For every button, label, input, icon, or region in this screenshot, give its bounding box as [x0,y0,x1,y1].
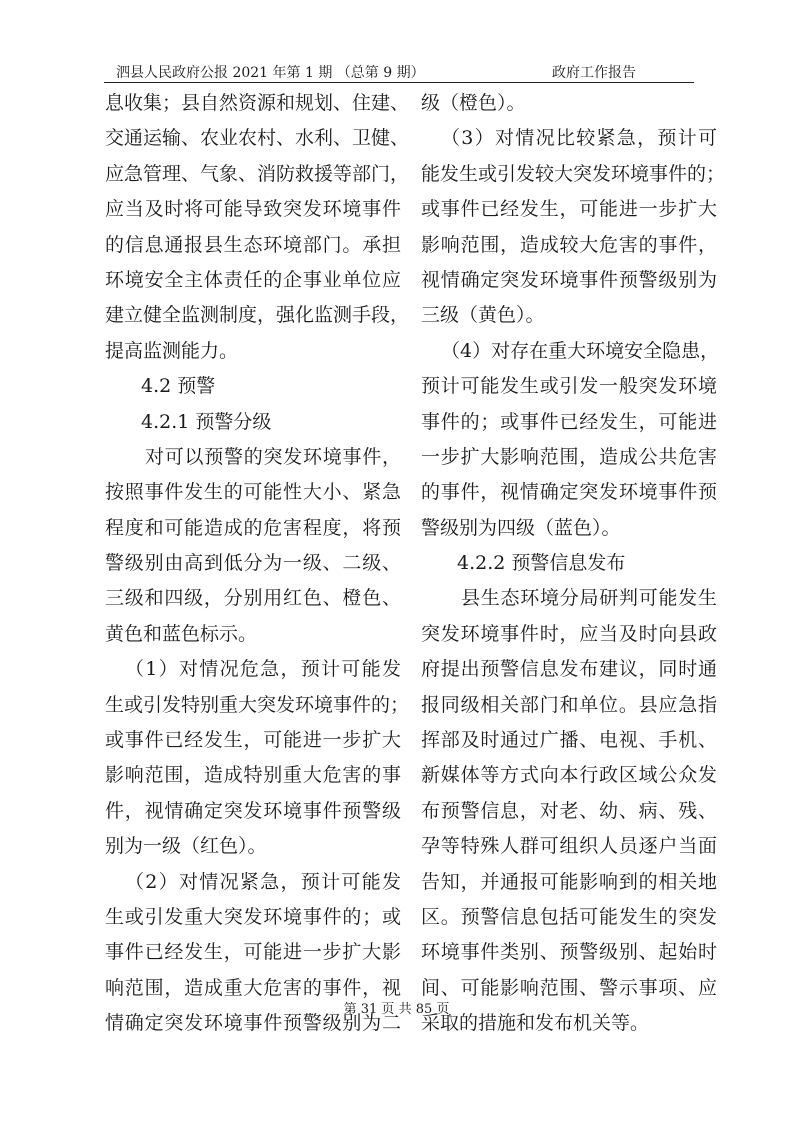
text-line: （2）对情况紧急，预计可能发 [125,870,401,893]
text-line: 或事件已经发生，可能进一步扩大 [105,729,401,752]
text-line: 新媒体等方式向本行政区域公众发 [421,764,717,787]
publication-title: 泗县人民政府公报 2021 年第 1 期 （总第 9 期） [116,65,425,81]
text-line: 影响范围，造成较大危害的事件， [421,233,717,256]
text-line: 预计可能发生或引发一般突发环境 [421,375,717,398]
text-line: 区。预警信息包括可能发生的突发 [421,905,717,928]
text-line: 影响范围，造成特别重大危害的事 [105,764,401,787]
text-line: 环境事件类别、预警级别、起始时 [421,941,717,964]
text-line: 间、可能影响范围、警示事项、应 [421,976,717,999]
running-header [104,62,694,83]
text-line: 4.2 预警 [141,375,216,398]
text-line: 生或引发特别重大突发环境事件的； [105,693,410,716]
text-line: 程度和可能造成的危害程度，将预 [105,516,401,539]
text-line: 按照事件发生的可能性大小、紧急 [105,481,401,504]
text-line: 挥部及时通过广播、电视、手机、 [421,729,717,752]
text-line: 对可以预警的突发环境事件， [145,445,401,468]
text-line: 孕等特殊人群可组织人员逐户当面 [421,835,717,858]
text-line: 能发生或引发较大突发环境事件的； [421,162,726,185]
text-line: 视情确定突发环境事件预警级别为 [421,268,717,291]
text-line: 应急管理、气象、消防救援等部门， [105,162,410,185]
text-line: 级（橙色）。 [421,92,526,114]
text-line: 三级（黄色）。 [421,304,545,327]
text-line: 警级别由高到低分为一级、二级、 [105,552,401,575]
text-line: 件，视情确定突发环境事件预警级 [105,799,401,822]
text-line: 应当及时将可能导致突发环境事件 [105,198,401,221]
text-line: （3）对情况比较紧急，预计可 [441,127,717,150]
text-line: 县生态环境分局研判可能发生 [461,587,717,610]
text-line: 突发环境事件时，应当及时向县政 [421,622,717,645]
text-line: 别为一级（红色）。 [105,835,267,858]
text-line: 提高监测能力。 [105,339,239,362]
text-line: 警级别为四级（蓝色）。 [421,516,621,539]
text-line: 采取的措施和发布机关等。 [421,1012,650,1035]
text-line: 报同级相关部门和单位。县应急指 [421,693,717,716]
text-line: 三级和四级，分别用红色、橙色、 [105,587,401,610]
page-number: 第 31 页 共 85 页 [343,1002,450,1017]
text-line: 黄色和蓝色标示。 [105,622,258,645]
text-line: 4.2.1 预警分级 [141,410,272,433]
text-line: 一步扩大影响范围，造成公共危害 [421,445,717,468]
text-line: （4）对存在重大环境安全隐患， [441,339,720,362]
right-text-column [421,86,726,1042]
text-line: 或事件已经发生，可能进一步扩大 [421,198,717,221]
text-line: 息收集；县自然资源和规划、住建、 [105,92,410,114]
text-line: 事件的；或事件已经发生，可能进 [421,410,717,433]
text-line: 环境安全主体责任的企事业单位应 [105,268,401,291]
text-line: 告知，并通报可能影响到的相关地 [421,870,717,893]
text-line: 生或引发重大突发环境事件的；或 [105,905,401,928]
text-line: 交通运输、农业农村、水利、卫健、 [105,127,410,150]
left-text-column [105,86,410,1042]
text-line: 的事件，视情确定突发环境事件预 [421,481,717,504]
text-line: 事件已经发生，可能进一步扩大影 [105,941,401,964]
text-line: 布预警信息，对老、幼、病、残、 [421,799,717,822]
text-line: 4.2.2 预警信息发布 [457,552,626,575]
text-line: （1）对情况危急，预计可能发 [125,658,401,681]
text-line: 响范围，造成重大危害的事件，视 [105,976,401,999]
text-line: 的信息通报县生态环境部门。承担 [105,233,401,256]
text-line: 建立健全监测制度，强化监测手段， [105,304,410,327]
section-title: 政府工作报告 [552,65,636,81]
text-line: 情确定突发环境事件预警级别为二 [105,1012,401,1035]
text-line: 府提出预警信息发布建议，同时通 [421,658,717,681]
